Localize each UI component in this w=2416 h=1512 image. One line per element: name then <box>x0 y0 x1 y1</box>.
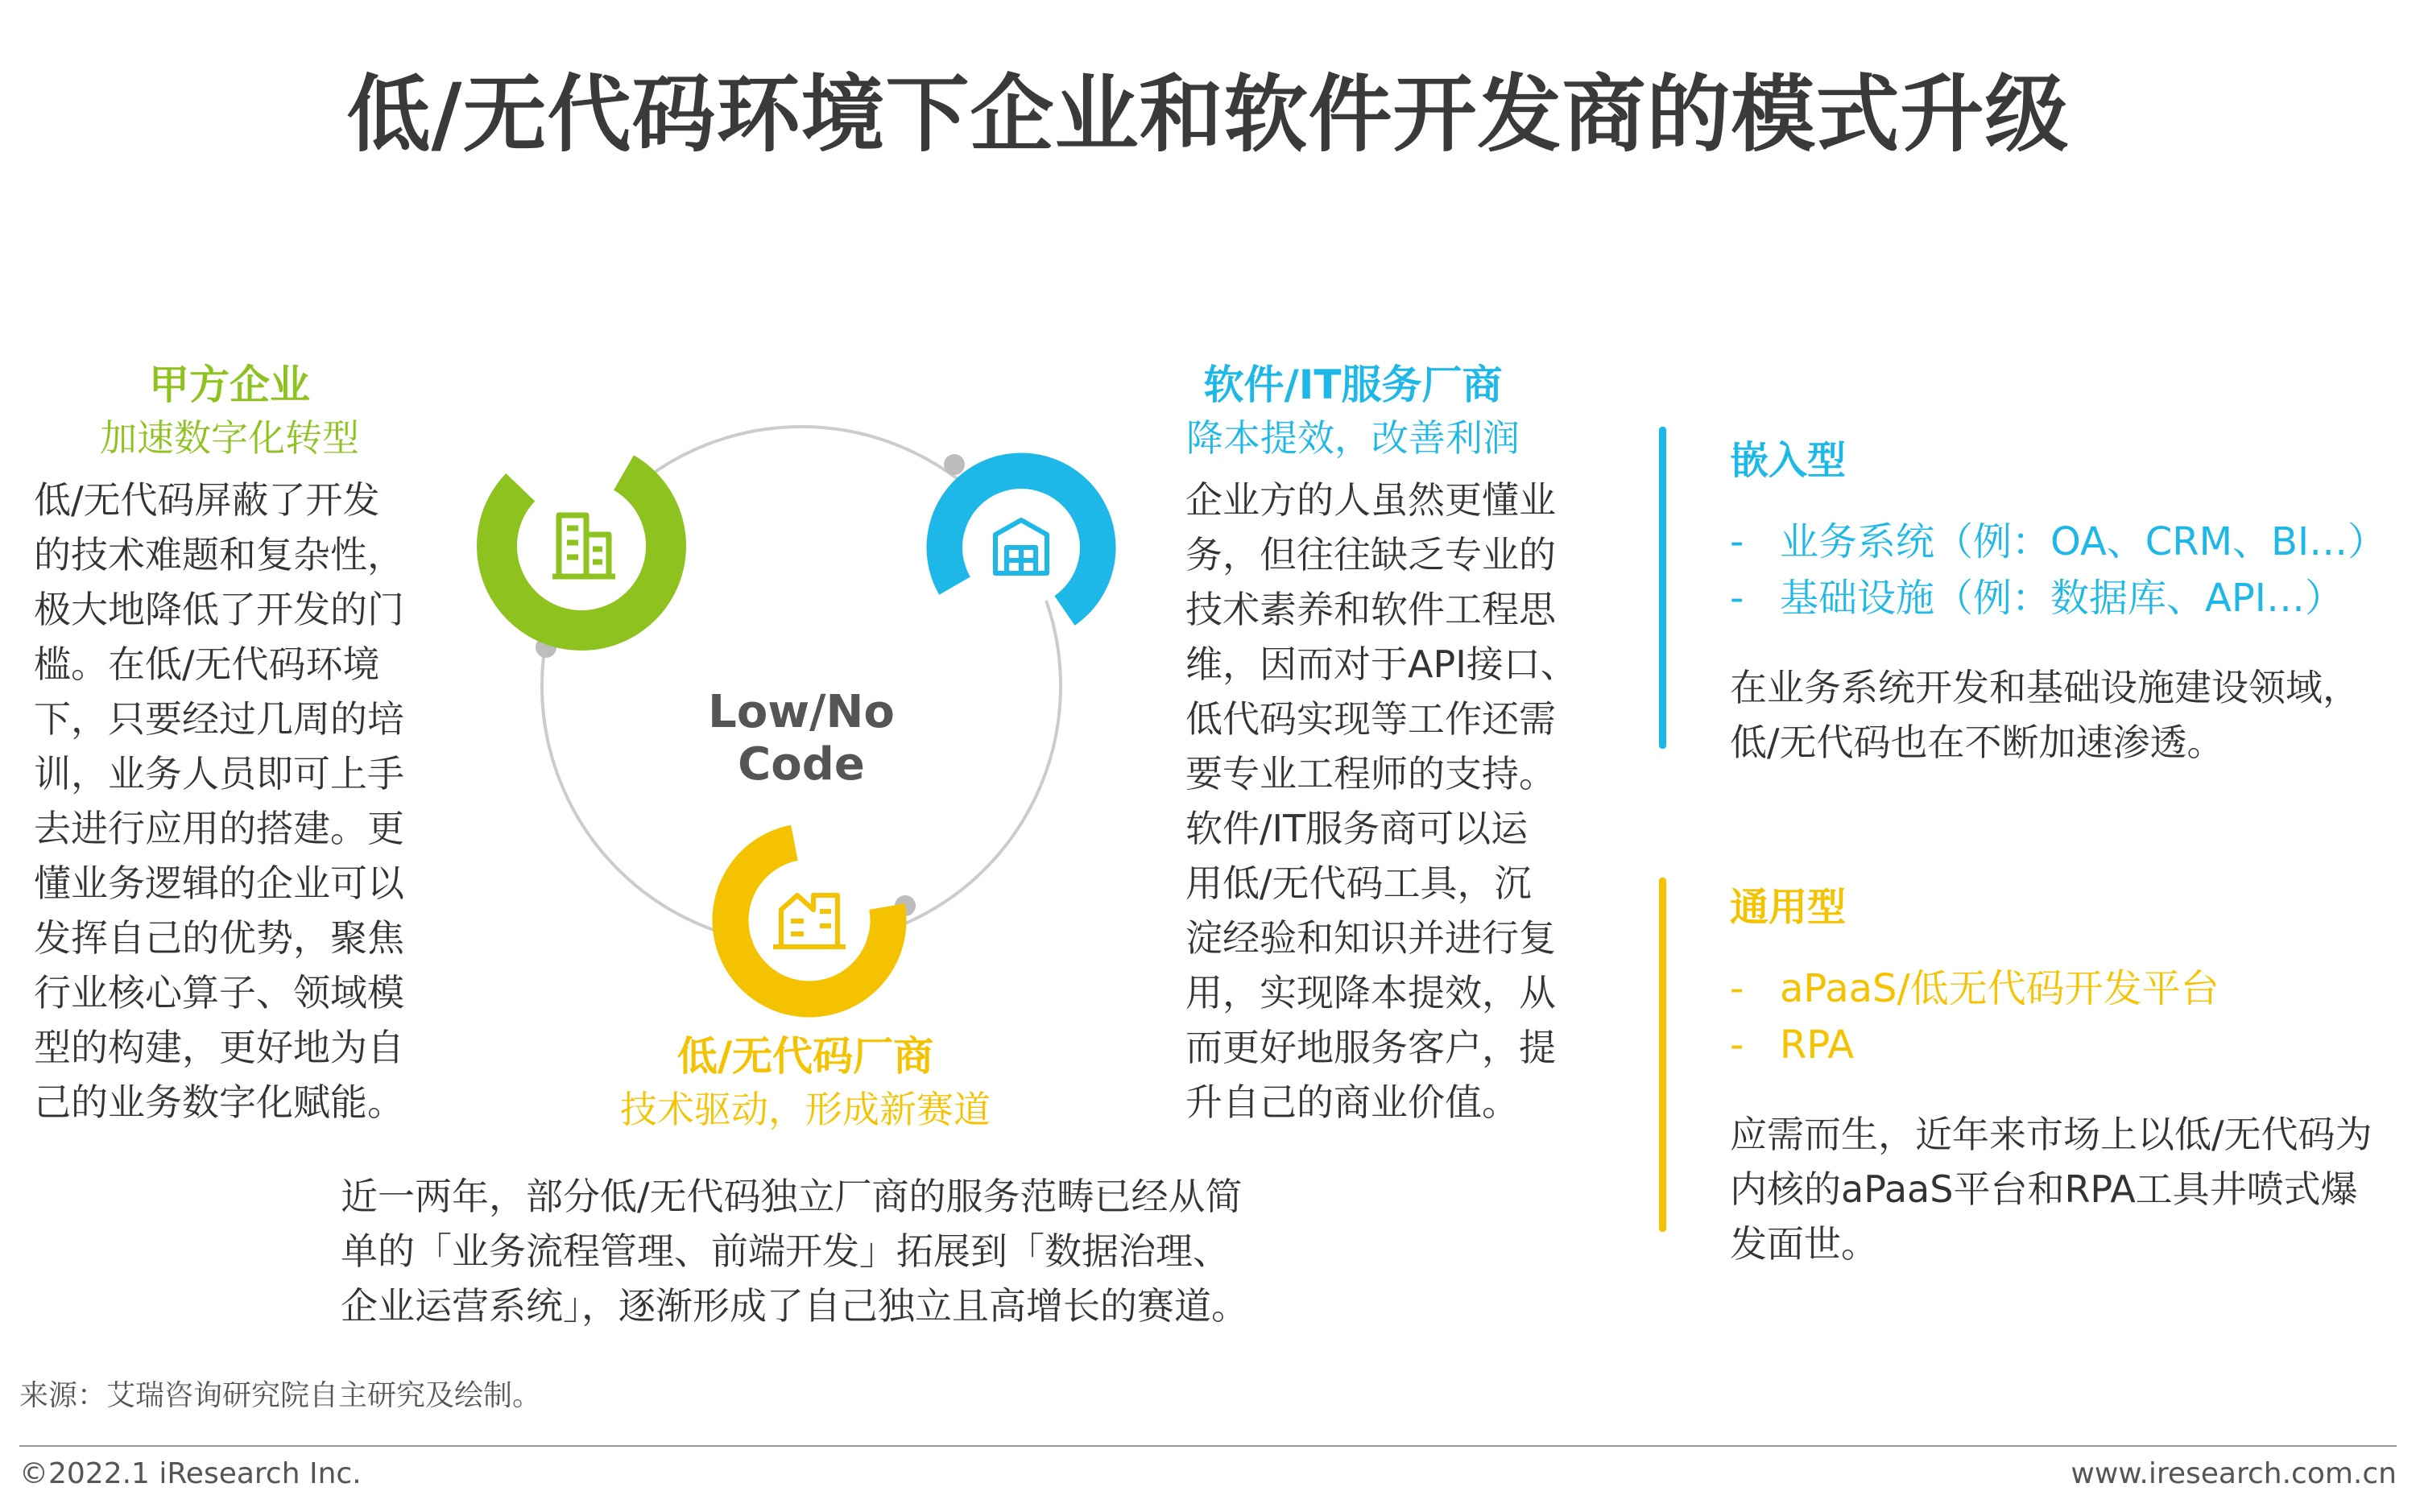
text-line: 内核的aPaaS平台和RPA工具井喷式爆 <box>1730 1167 2358 1211</box>
text-line: 而更好地服务客户，提 <box>1185 1026 1556 1069</box>
text-line: 软件/IT服务商可以运 <box>1185 807 1529 850</box>
general-accent-bar <box>1659 878 1666 1232</box>
lowcode-vendor-description <box>341 1169 1307 1333</box>
party-a-title: 甲方企业 <box>149 361 310 408</box>
text-line: 懂业务逻辑的企业可以 <box>34 861 404 905</box>
party-a-description <box>34 473 453 1130</box>
website-link[interactable]: www.iresearch.com.cn <box>2071 1457 2397 1490</box>
bullet-dash: - <box>1730 519 1744 564</box>
bullet-text: RPA <box>1780 1022 1855 1068</box>
source-note: 来源：艾瑞咨询研究院自主研究及绘制。 <box>19 1379 542 1412</box>
text-line: 低/无代码屏蔽了开发 <box>34 478 380 522</box>
embedded-bullet <box>1730 514 2386 570</box>
it-vendor-title: 软件/IT服务厂商 <box>1203 361 1503 408</box>
center-label: Low/No Code <box>708 686 895 791</box>
text-line: 去进行应用的搭建。更 <box>34 807 404 850</box>
text-line: 单的「业务流程管理、前端开发」拓展到「数据治理、 <box>341 1229 1230 1273</box>
general-bullet <box>1730 1017 1854 1073</box>
bullet-dash: - <box>1730 1022 1744 1068</box>
text-line: 在业务系统开发和基础设施建设领域， <box>1730 666 2360 709</box>
bullet-dash: - <box>1730 576 1744 621</box>
page-title: 低/无代码环境下企业和软件开发商的模式升级 <box>346 65 2070 163</box>
embedded-title: 嵌入型 <box>1730 438 1847 483</box>
bullet-text: aPaaS/低无代码开发平台 <box>1780 966 2219 1011</box>
text-line: 应需而生，近年来市场上以低/无代码为 <box>1730 1113 2373 1156</box>
it-vendor-description <box>1185 473 1636 1130</box>
bullet-text: 基础设施（例：数据库、API…） <box>1780 576 2344 621</box>
text-line: 维，因而对于API接口、 <box>1185 642 1578 686</box>
bullet-dash: - <box>1730 966 1744 1011</box>
text-line: 企业运营系统」，逐渐形成了自己独立且高增长的赛道。 <box>341 1284 1248 1328</box>
text-line: 下，只要经过几周的培 <box>34 697 404 741</box>
text-line: 升自己的商业价值。 <box>1185 1080 1519 1124</box>
text-line: 槛。在低/无代码环境 <box>34 642 380 686</box>
lowcode-vendor-subtitle: 技术驱动，形成新赛道 <box>620 1088 991 1131</box>
text-line: 企业方的人虽然更懂业 <box>1185 478 1556 522</box>
embedded-bullet <box>1730 570 2344 626</box>
text-line: 极大地降低了开发的门 <box>34 588 404 631</box>
lowcode-vendor-title: 低/无代码厂商 <box>676 1033 934 1080</box>
party-a-subtitle: 加速数字化转型 <box>100 416 359 460</box>
text-line: 训，业务人员即可上手 <box>34 752 404 795</box>
cycle-dot-top <box>944 454 965 475</box>
text-line: 行业核心算子、领域模 <box>34 971 404 1014</box>
text-line: 淀经验和知识并进行复 <box>1185 916 1556 960</box>
node-lowcode-vendor <box>718 828 900 1011</box>
footer-divider <box>19 1445 2397 1447</box>
node-party-a <box>466 431 697 662</box>
general-bullet <box>1730 960 2219 1017</box>
bullet-text: 业务系统（例：OA、CRM、BI…） <box>1780 519 2387 564</box>
text-line: 务，但往往缺乏专业的 <box>1185 533 1556 576</box>
general-title: 通用型 <box>1730 885 1847 930</box>
text-line: 低代码实现等工作还需 <box>1185 697 1556 741</box>
text-line: 低/无代码也在不断加速渗透。 <box>1730 721 2224 764</box>
text-line: 近一两年，部分低/无代码独立厂商的服务范畴已经从简 <box>341 1175 1243 1218</box>
text-line: 的技术难题和复杂性， <box>34 533 404 576</box>
it-vendor-subtitle: 降本提效，改善利润 <box>1186 416 1520 460</box>
copyright: ©2022.1 iResearch Inc. <box>19 1457 362 1490</box>
text-line: 己的业务数字化赋能。 <box>34 1080 404 1124</box>
embedded-accent-bar <box>1659 427 1666 749</box>
embedded-description <box>1730 660 2406 770</box>
text-line: 用，实现降本提效，从 <box>1185 971 1556 1014</box>
text-line: 要专业工程师的支持。 <box>1185 752 1556 795</box>
text-line: 用低/无代码工具，沉 <box>1185 861 1532 905</box>
general-description <box>1730 1107 2406 1271</box>
text-line: 型的构建，更好地为自 <box>34 1026 404 1069</box>
node-it-vendor <box>916 443 1126 652</box>
text-line: 发面世。 <box>1730 1222 1878 1266</box>
text-line: 技术素养和软件工程思 <box>1185 588 1556 631</box>
text-line: 发挥自己的优势，聚焦 <box>34 916 404 960</box>
